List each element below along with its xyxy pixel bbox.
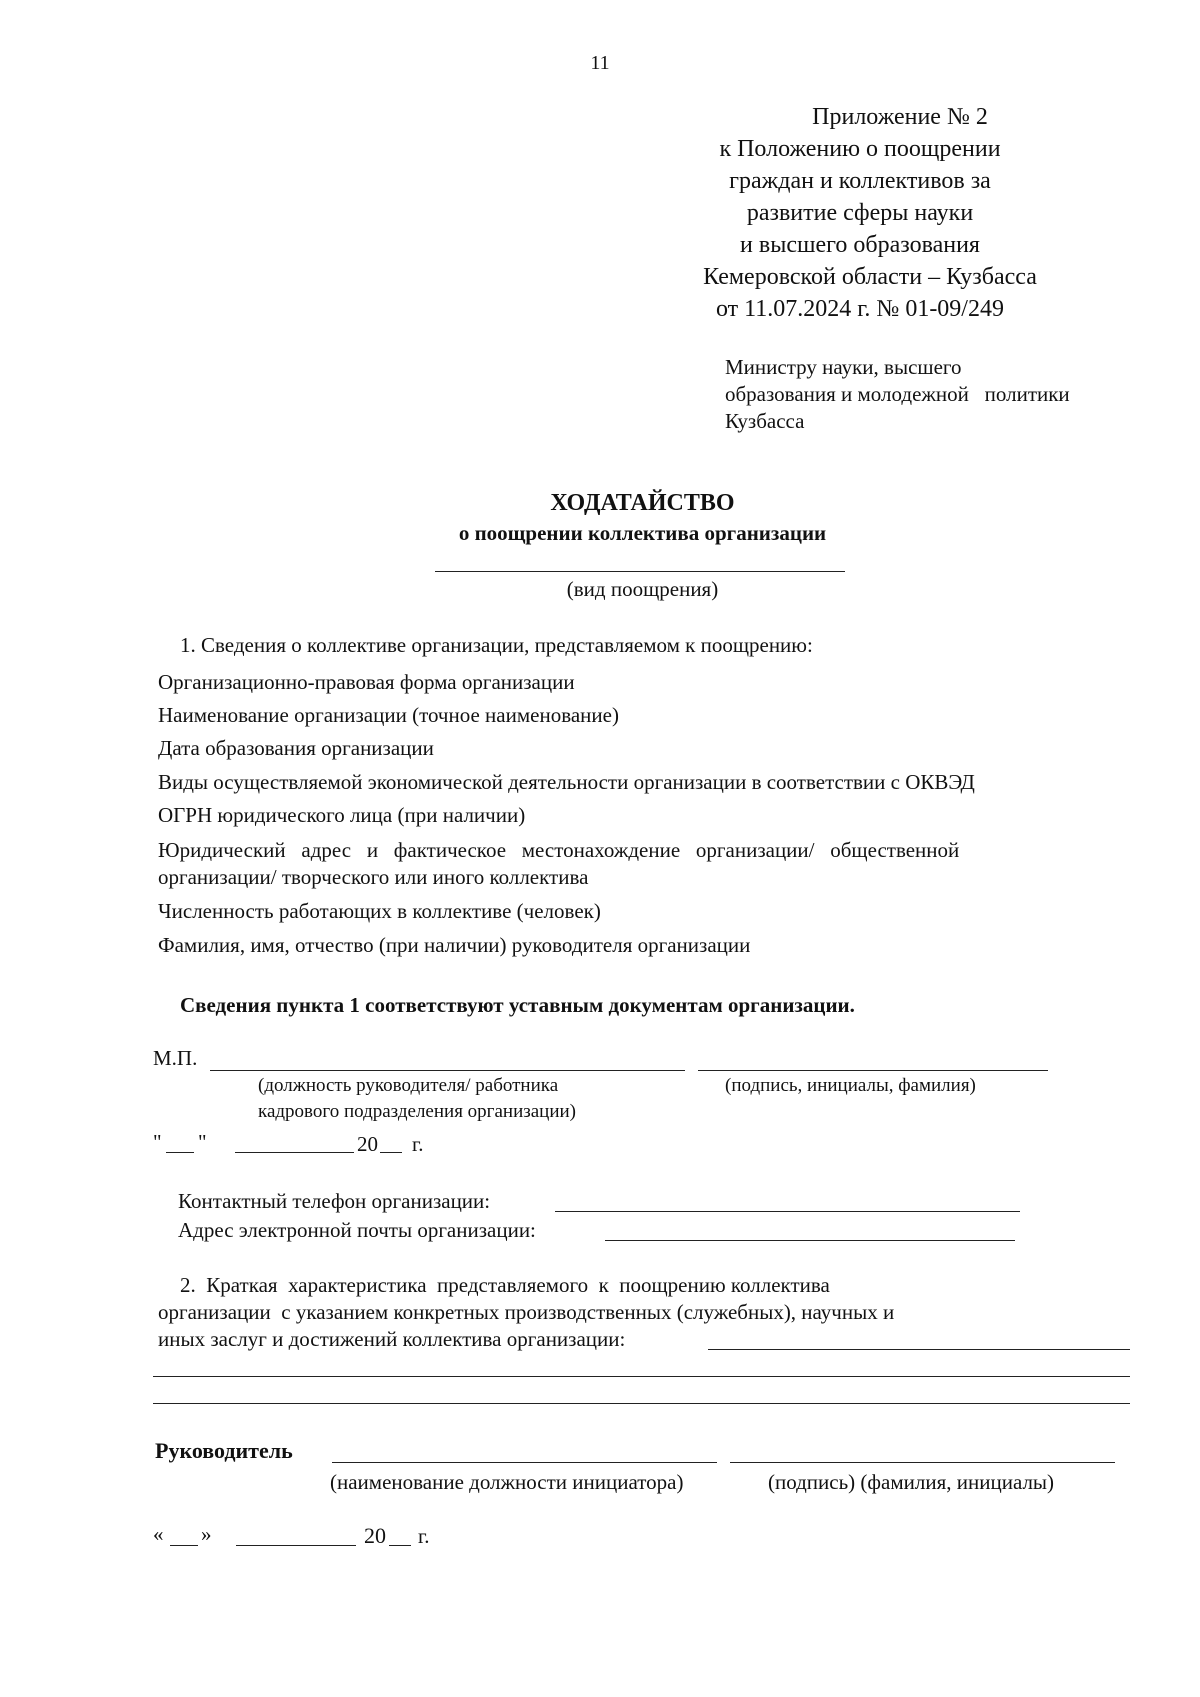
head-position-line	[332, 1462, 717, 1463]
date-quote: "	[153, 1130, 162, 1154]
head-label: Руководитель	[155, 1438, 293, 1463]
achievements-line	[153, 1376, 1130, 1377]
achievements-line	[708, 1349, 1130, 1350]
stamp-label: М.П.	[153, 1046, 198, 1070]
phone-label: Контактный телефон организации:	[178, 1189, 491, 1213]
appendix-line: граждан и коллективов за	[729, 168, 991, 194]
page-number: 11	[590, 52, 610, 74]
section1-heading: 1. Сведения о коллективе организации, представляемом к поощрению:	[180, 633, 813, 657]
signature-hint: (подпись, инициалы, фамилия)	[725, 1075, 976, 1096]
addressee-line: образования и молодежной политики	[725, 382, 1070, 406]
signature-line	[698, 1070, 1048, 1071]
date-quote: »	[201, 1522, 212, 1546]
head-signature-line	[730, 1462, 1115, 1463]
position-line	[210, 1070, 685, 1071]
day-blank	[170, 1545, 198, 1546]
email-line	[605, 1240, 1015, 1241]
section1-item: Юридический адрес и фактическое местонахождение организации/ общественной	[158, 838, 960, 862]
section1-item: организации/ творческого или иного коллектива	[158, 865, 589, 889]
section2-line: организации с указанием конкретных производственных (служебных), научных и	[158, 1300, 895, 1324]
year-blank	[380, 1152, 402, 1153]
month-blank	[235, 1152, 354, 1153]
section1-item: Наименование организации (точное наименование)	[158, 703, 619, 727]
day-blank	[166, 1152, 194, 1153]
year-suffix: г.	[412, 1132, 424, 1156]
section1-item: Дата образования организации	[158, 736, 434, 760]
section1-confirmation: Сведения пункта 1 соответствуют уставным документам организации.	[180, 993, 855, 1017]
year-suffix: г.	[418, 1524, 430, 1548]
appendix-line: и высшего образования	[740, 232, 980, 258]
section2-line: иных заслуг и достижений коллектива организации:	[158, 1327, 626, 1351]
email-label: Адрес электронной почты организации:	[178, 1218, 536, 1242]
addressee-line: Министру науки, высшего	[725, 355, 962, 379]
achievements-line	[153, 1403, 1130, 1404]
award-type-hint: (вид поощрения)	[566, 577, 719, 601]
appendix-line: Кемеровской области – Кузбасса	[703, 264, 1037, 290]
head-signature-hint: (подпись) (фамилия, инициалы)	[768, 1470, 1055, 1494]
phone-line	[555, 1211, 1020, 1212]
date-quote: «	[153, 1522, 164, 1546]
position-hint: кадрового подразделения организации)	[258, 1101, 577, 1122]
head-position-hint: (наименование должности инициатора)	[330, 1470, 684, 1494]
year-prefix: 20	[364, 1523, 386, 1548]
award-type-line	[435, 571, 845, 572]
month-blank	[236, 1545, 356, 1546]
appendix-line: от 11.07.2024 г. № 01-09/249	[716, 296, 1004, 322]
appendix-line: развитие сферы науки	[746, 200, 974, 226]
section1-item: Численность работающих в коллективе (человек)	[158, 899, 601, 923]
year-blank	[389, 1545, 411, 1546]
appendix-line: Приложение № 2	[812, 104, 988, 130]
document-subtitle: о поощрении коллектива организации	[458, 521, 827, 545]
section1-item: ОГРН юридического лица (при наличии)	[158, 803, 526, 827]
section2-line: 2. Краткая характеристика представляемого к поощрению коллектива	[180, 1273, 830, 1297]
addressee-line: Кузбасса	[725, 409, 805, 433]
position-hint: (должность руководителя/ работника	[258, 1075, 559, 1096]
section1-item: Виды осуществляемой экономической деятельности организации в соответствии с ОКВЭД	[158, 770, 975, 794]
section1-item: Организационно-правовая форма организации	[158, 670, 575, 694]
appendix-line: к Положению о поощрении	[719, 136, 1001, 162]
section1-item: Фамилия, имя, отчество (при наличии) руководителя организации	[158, 933, 751, 957]
year-prefix: 20	[357, 1132, 378, 1156]
document-title: ХОДАТАЙСТВО	[550, 490, 735, 516]
date-quote: "	[198, 1130, 207, 1154]
